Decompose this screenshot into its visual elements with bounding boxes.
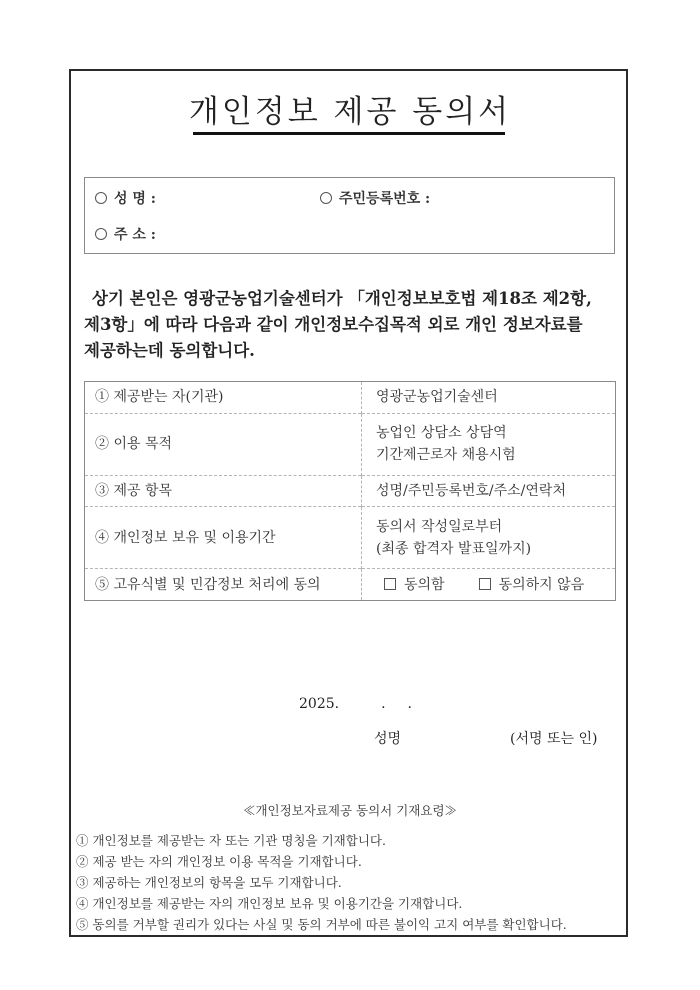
disagree-label: 동의하지 않음 xyxy=(498,576,585,593)
rrn-label: 주민등록번호 : xyxy=(339,191,431,207)
table-row xyxy=(85,507,616,569)
guide-item: ③ 제공하는 개인정보의 항목을 모두 기재합니다. xyxy=(76,875,342,890)
row-label: ④ 개인정보 보유 및 이용기간 xyxy=(85,507,362,569)
guide-item: ② 제공 받는 자의 개인정보 이용 목적을 기재합니다. xyxy=(76,854,362,869)
circle-bullet-icon xyxy=(320,192,332,204)
value-line: 영광군농업기술센터 xyxy=(376,389,498,406)
statement-line-1: 상기 본인은 영광군농업기술센터가 「개인정보보호법 제18조 제2항, xyxy=(92,289,592,308)
date-day-dot: . xyxy=(407,696,412,712)
signature-name-label: 성명 xyxy=(374,731,402,747)
rrn-field[interactable] xyxy=(320,188,430,208)
guide-list xyxy=(76,830,567,935)
consent-statement xyxy=(84,286,624,364)
table-row xyxy=(85,382,616,414)
value-line: 농업인 상담소 상담역 xyxy=(376,425,507,442)
address-field[interactable] xyxy=(95,224,156,244)
document-title: 개인정보 제공 동의서 xyxy=(188,94,512,130)
date-month-dot: . xyxy=(381,696,386,712)
date-year: 2025. xyxy=(299,696,340,712)
value-line: 성명/주민등록번호/주소/연락처 xyxy=(376,482,566,499)
row-label: ⑤ 고유식별 및 민감정보 처리에 동의 xyxy=(85,569,362,601)
statement-line-3: 제공하는데 동의합니다. xyxy=(84,341,255,360)
agree-checkbox[interactable] xyxy=(384,574,445,596)
value-line: (최종 합격자 발표일까지) xyxy=(376,540,532,557)
signature-note[interactable]: (서명 또는 인) xyxy=(510,731,598,747)
personal-info-box xyxy=(84,177,615,254)
name-field[interactable] xyxy=(95,188,156,208)
value-line: 동의서 작성일로부터 xyxy=(376,518,503,535)
agree-label: 동의함 xyxy=(404,576,445,593)
row-value xyxy=(362,475,616,507)
row-label: ① 제공받는 자(기관) xyxy=(85,382,362,414)
disagree-checkbox[interactable] xyxy=(479,574,585,596)
guide-item: ⑤ 동의를 거부할 권리가 있다는 사실 및 동의 거부에 따른 불이익 고지 여부를 확인합니다. xyxy=(76,917,567,932)
value-line: 기간제근로자 채용시험 xyxy=(376,447,516,464)
name-label: 성 명 : xyxy=(114,191,156,207)
row-value xyxy=(362,507,616,569)
address-label: 주 소 : xyxy=(114,227,156,243)
checkbox-icon xyxy=(479,578,491,590)
guide-item: ① 개인정보를 제공받는 자 또는 기관 명칭을 기재합니다. xyxy=(76,833,386,848)
table-row xyxy=(85,413,616,475)
statement-line-2: 제3항」에 따라 다음과 같이 개인정보수집목적 외로 개인 정보자료를 xyxy=(84,315,583,334)
consent-table xyxy=(84,381,616,601)
guide-title: ≪개인정보자료제공 동의서 기재요령≫ xyxy=(242,803,458,818)
guide-item: ④ 개인정보를 제공받는 자의 개인정보 보유 및 이용기간을 기재합니다. xyxy=(76,896,463,911)
row-label: ② 이용 목적 xyxy=(85,413,362,475)
row-value xyxy=(362,413,616,475)
table-row xyxy=(85,475,616,507)
row-value xyxy=(362,382,616,414)
circle-bullet-icon xyxy=(95,228,107,240)
table-row xyxy=(85,569,616,601)
title-underline xyxy=(193,132,505,135)
date-line[interactable] xyxy=(299,696,412,712)
checkbox-icon xyxy=(384,578,396,590)
row-value xyxy=(362,569,616,601)
row-label: ③ 제공 항목 xyxy=(85,475,362,507)
circle-bullet-icon xyxy=(95,192,107,204)
